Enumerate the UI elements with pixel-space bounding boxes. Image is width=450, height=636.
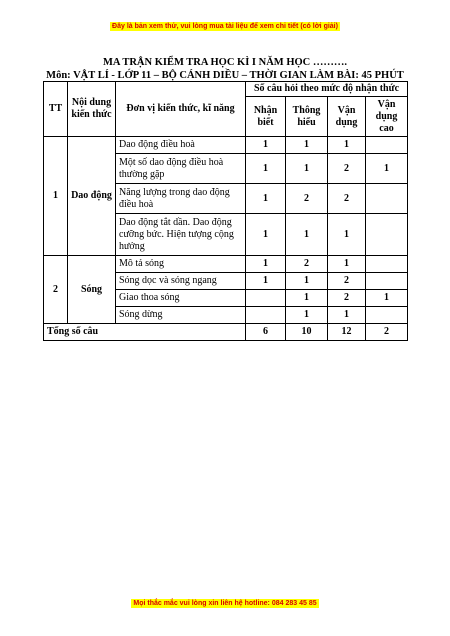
count-van-dung: 1 [328,137,366,154]
document-title: MA TRẬN KIỂM TRA HỌC KÌ I NĂM HỌC ………. [102,57,348,68]
topic-number: 2 [44,256,68,324]
unit-cell: Dao động điều hoà [116,137,246,154]
topic-name: Dao động [68,137,116,256]
count-nhan-biet [246,290,286,307]
header-tt: TT [44,82,68,137]
count-van-dung-cao: 1 [366,290,408,307]
count-van-dung-cao [366,256,408,273]
unit-cell: Sóng dừng [116,307,246,324]
header-content: Nội dung kiến thức [68,82,116,137]
count-nhan-biet: 1 [246,184,286,214]
count-nhan-biet: 1 [246,214,286,256]
count-nhan-biet: 1 [246,273,286,290]
count-thong-hieu: 1 [286,290,328,307]
preview-banner [0,23,450,30]
count-nhan-biet: 1 [246,137,286,154]
count-van-dung: 1 [328,256,366,273]
count-thong-hieu: 1 [286,154,328,184]
count-van-dung: 2 [328,154,366,184]
total-thong-hieu: 10 [286,324,328,341]
header-unit: Đơn vị kiến thức, kĩ năng [116,82,246,137]
count-van-dung-cao [366,184,408,214]
header-level-van-dung-cao: Vận dụng cao [366,97,408,137]
count-van-dung-cao [366,307,408,324]
count-van-dung-cao [366,137,408,154]
unit-cell: Giao thoa sóng [116,290,246,307]
count-van-dung: 1 [328,214,366,256]
count-thong-hieu: 2 [286,256,328,273]
unit-cell: Năng lượng trong dao động điều hoà [116,184,246,214]
total-nhan-biet: 6 [246,324,286,341]
count-thong-hieu: 1 [286,137,328,154]
count-thong-hieu: 1 [286,273,328,290]
topic-name: Sóng [68,256,116,324]
preview-banner-text: Đây là bản xem thử, vui lòng mua tài liệu để xem chi tiết (có lời giải) [112,23,338,30]
count-van-dung: 2 [328,273,366,290]
count-van-dung: 1 [328,307,366,324]
count-nhan-biet [246,307,286,324]
header-levels-group: Số câu hỏi theo mức độ nhận thức [246,82,408,97]
count-van-dung: 2 [328,290,366,307]
count-van-dung-cao [366,273,408,290]
unit-cell: Sóng dọc và sóng ngang [116,273,246,290]
unit-cell: Dao động tắt dần. Dao động cưỡng bức. Hiện tượng cộng hưởng [116,214,246,256]
total-label: Tổng số câu [44,324,246,341]
count-van-dung-cao [366,214,408,256]
document-subtitle: Môn: VẬT LÍ - LỚP 11 – BỘ CÁNH DIỀU – THỜI GIAN LÀM BÀI: 45 PHÚT [46,70,404,81]
topic-number: 1 [44,137,68,256]
total-van-dung-cao: 2 [366,324,408,341]
hotline-banner-text: Mọi thắc mắc vui lòng xin liên hệ hotline: 084 283 45 85 [133,600,317,607]
matrix-table [43,81,408,341]
count-thong-hieu: 1 [286,307,328,324]
count-van-dung-cao: 1 [366,154,408,184]
total-van-dung: 12 [328,324,366,341]
header-level-nhan-biet: Nhận biết [246,97,286,137]
table-row [44,256,408,273]
header-level-van-dung: Vận dụng [328,97,366,137]
count-van-dung: 2 [328,184,366,214]
header-level-thong-hieu: Thông hiểu [286,97,328,137]
count-thong-hieu: 1 [286,214,328,256]
hotline-banner [0,600,450,607]
unit-cell: Một số dao động điều hoà thường gặp [116,154,246,184]
count-nhan-biet: 1 [246,256,286,273]
count-nhan-biet: 1 [246,154,286,184]
unit-cell: Mô tả sóng [116,256,246,273]
count-thong-hieu: 2 [286,184,328,214]
total-row [44,324,408,341]
table-row [44,137,408,154]
